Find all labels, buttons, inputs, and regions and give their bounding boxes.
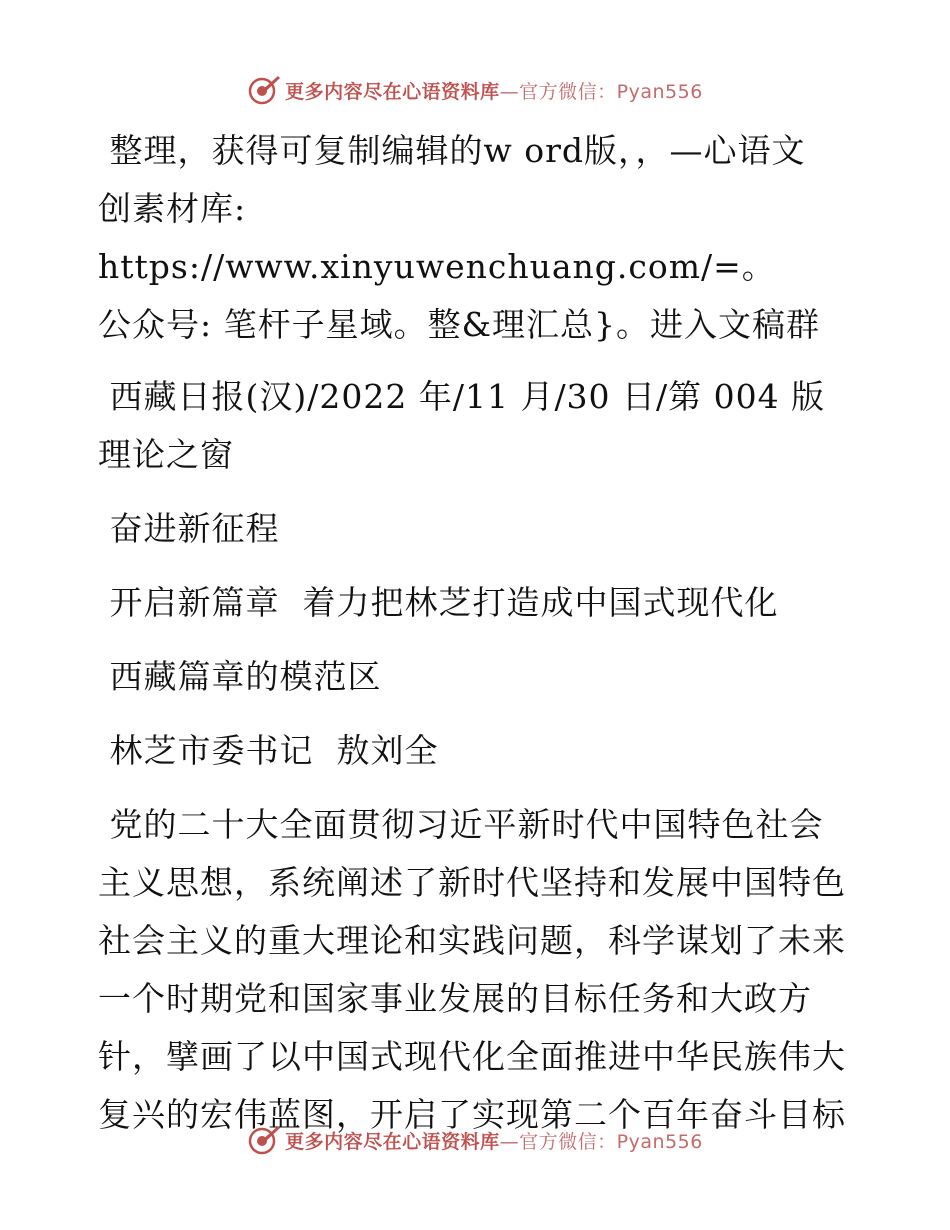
paragraph-line: 党的二十大全面贯彻习近平新时代中国特色社会 xyxy=(98,805,824,844)
author-line: 林芝市委书记 敖刘全 xyxy=(98,731,439,770)
paragraph-line: 主义思想，系统阐述了新时代坚持和发展中国特色 xyxy=(98,863,846,902)
header-separator: — xyxy=(499,80,520,103)
intro-line: 公众号: 笔杆子星域。整&理汇总}。进入文稿群 xyxy=(98,305,820,344)
document-body xyxy=(98,122,858,1144)
source-line: 西藏日报(汉)/2022 年/11 月/30 日/第 004 版 xyxy=(98,377,826,416)
header-brand-text: 更多内容尽在心语资料库 xyxy=(285,80,500,103)
header-banner-inner xyxy=(247,73,703,107)
header-banner xyxy=(0,70,950,110)
pen-circle-logo-icon xyxy=(247,73,281,107)
header-wechat-text: 官方微信：Pyan556 xyxy=(519,80,703,103)
intro-line: 创素材库: https://www.xinyuwenchuang.com/=。 xyxy=(98,189,776,286)
footer-separator: — xyxy=(499,1130,520,1153)
source-block xyxy=(98,368,858,484)
title-line-3: 西藏篇章的模范区 xyxy=(98,657,382,696)
footer-brand-text: 更多内容尽在心语资料库 xyxy=(285,1130,500,1153)
header-banner-text xyxy=(285,77,703,104)
footer-wechat-text: 官方微信：Pyan556 xyxy=(519,1130,703,1153)
body-paragraph xyxy=(98,796,858,1144)
paragraph-line: 社会主义的重大理论和实践问题，科学谋划了未来 xyxy=(98,921,846,960)
intro-line: 整理，获得可复制编辑的w ord版，，—心语文 xyxy=(98,131,806,170)
pen-circle-logo-icon xyxy=(247,1123,281,1157)
paragraph-line: 一个时期党和国家事业发展的目标任务和大政方 xyxy=(98,979,812,1018)
paragraph-line: 针，擘画了以中国式现代化全面推进中华民族伟大 xyxy=(98,1037,846,1076)
paragraph-line: 复兴的宏伟蓝图，开启了实现第二个百年奋斗目标 xyxy=(98,1095,846,1134)
source-line: 理论之窗 xyxy=(98,435,234,474)
title-line-1: 奋进新征程 xyxy=(98,509,280,548)
footer-banner-inner xyxy=(247,1123,703,1157)
title-line-2: 开启新篇章 着力把林芝打造成中国式现代化 xyxy=(98,583,779,622)
footer-banner-text xyxy=(285,1127,703,1154)
footer-banner xyxy=(0,1120,950,1160)
intro-block xyxy=(98,122,858,354)
